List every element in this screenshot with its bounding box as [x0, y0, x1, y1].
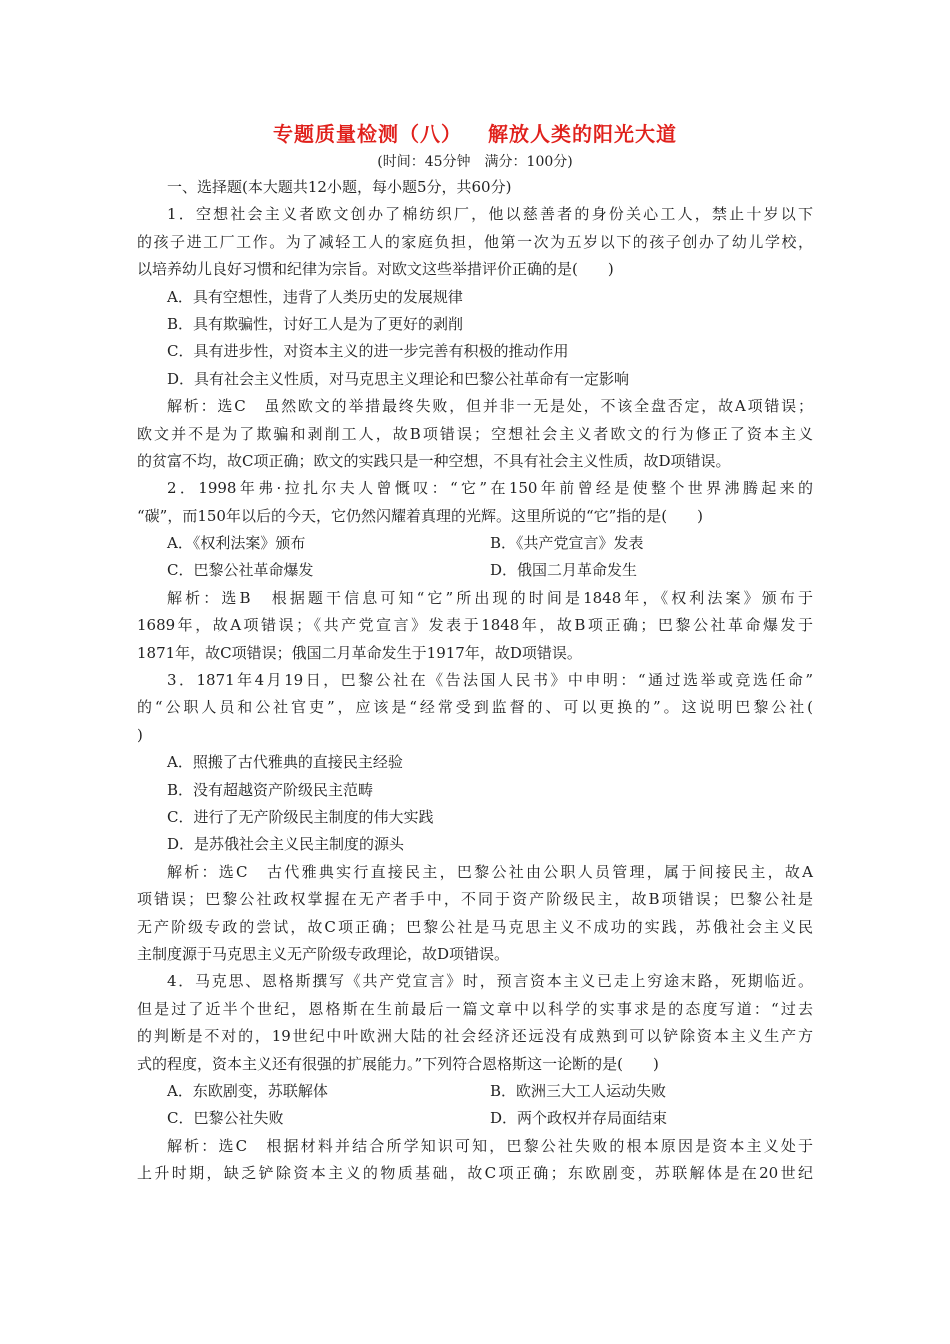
analysis-line: 上升时期，缺乏铲除资本主义的物质基础，故C项正确；东欧剧变，苏联解体是在20世纪 — [137, 1164, 813, 1183]
option-b: B．欧洲三大工人运动失败 — [490, 1081, 667, 1100]
option-a: A．《权利法案》颁布 — [167, 534, 306, 553]
option-a: A．东欧剧变，苏联解体 — [167, 1081, 328, 1100]
page-title — [137, 118, 813, 150]
analysis-line: 的贫富不均，故C项正确；欧文的实践只是一种空想，不具有社会主义性质，故D项错误。 — [137, 451, 731, 470]
option-c: C．具有进步性，对资本主义的进一步完善有积极的推动作用 — [167, 342, 569, 361]
option-d: D．两个政权并存局面结束 — [490, 1109, 668, 1128]
analysis-line: 解析：选C 根据材料并结合所学知识可知，巴黎公社失败的根本原因是资本主义处于 — [167, 1136, 813, 1155]
option-d: D．俄国二月革命发生 — [490, 561, 638, 580]
option-c: C．巴黎公社革命爆发 — [167, 561, 314, 580]
question-text-line: ) — [137, 725, 143, 744]
exam-info: (时间：45分钟 满分：100分) — [377, 154, 573, 170]
question-text-line: 以培养幼儿良好习惯和纪律为宗旨。对欧文这些举措评价正确的是( ) — [137, 260, 614, 279]
question-text-line: “碳”，而150年以后的今天，它仍然闪耀着真理的光辉。这里所说的“它”指的是( ) — [137, 506, 704, 525]
question-text-line: 1．空想社会主义者欧文创办了棉纺织厂，他以慈善者的身份关心工人，禁止十岁以下 — [167, 205, 813, 224]
question-text-line: 的孩子进工厂工作。为了减轻工人的家庭负担，他第一次为五岁以下的孩子创办了幼儿学校， — [137, 232, 813, 251]
question-text-line: 但是过了近半个世纪，恩格斯在生前最后一篇文章中以科学的实事求是的态度写道：“过去 — [137, 999, 813, 1018]
question-text-line: 2．1998年弗·拉扎尔夫人曾慨叹：“它”在150年前曾经是使整个世界沸腾起来的 — [167, 479, 813, 498]
option-a: A．具有空想性，违背了人类历史的发展规律 — [167, 287, 463, 306]
option-b: B．《共产党宣言》发表 — [490, 534, 644, 553]
analysis-line: 主制度源于马克思主义无产阶级专政理论，故D项错误。 — [137, 944, 510, 963]
question-4 — [137, 968, 813, 1187]
question-3 — [137, 667, 813, 968]
analysis-line: 1689年，故A项错误；《共产党宣言》发表于1848年，故B项正确；巴黎公社革命爆发于 — [137, 616, 813, 635]
question-text-line: 的判断是不对的，19世纪中叶欧洲大陆的社会经济还远没有成熟到可以铲除资本主义生产方 — [137, 1027, 813, 1046]
analysis-line: 项错误；巴黎公社政权掌握在无产者手中，不同于资产阶级民主，故B项错误；巴黎公社是 — [137, 890, 813, 909]
title-topic: 解放人类的阳光大道 — [488, 122, 677, 146]
question-text-line: 4．马克思、恩格斯撰写《共产党宣言》时，预言资本主义已走上穷途末路，死期临近。 — [167, 972, 813, 991]
option-d: D．是苏俄社会主义民主制度的源头 — [167, 835, 405, 854]
question-text-line: 的“公职人员和公社官吏”，应该是“经常受到监督的、可以更换的”。这说明巴黎公社( — [137, 698, 813, 717]
question-text-line: 3．1871年4月19日，巴黎公社在《告法国人民书》中申明：“通过选举或竞选任命” — [167, 671, 813, 690]
question-1 — [137, 201, 813, 475]
option-b: B．没有超越资产阶级民主范畴 — [167, 780, 374, 799]
option-c: C．巴黎公社失败 — [167, 1109, 284, 1128]
analysis-line: 解析：选B 根据题干信息可知“它”所出现的时间是1848年，《权利法案》颁布于 — [167, 588, 813, 607]
analysis-line: 解析：选C 古代雅典实行直接民主，巴黎公社由公职人员管理，属于间接民主，故A — [167, 862, 813, 881]
option-c: C．进行了无产阶级民主制度的伟大实践 — [167, 807, 434, 826]
option-b: B．具有欺骗性，讨好工人是为了更好的剥削 — [167, 314, 464, 333]
analysis-line: 欧文并不是为了欺骗和剥削工人，故B项错误；空想社会主义者欧文的行为修正了资本主义 — [137, 424, 813, 443]
question-text-line: 式的程度，资本主义还有很强的扩展能力。”下列符合恩格斯这一论断的是( ) — [137, 1054, 659, 1073]
analysis-line: 无产阶级专政的尝试，故C项正确；巴黎公社是马克思主义不成功的实践，苏俄社会主义民 — [137, 917, 813, 936]
options-row — [137, 1078, 813, 1105]
document-page — [137, 118, 813, 1187]
question-2 — [137, 475, 813, 667]
option-d: D．具有社会主义性质，对马克思主义理论和巴黎公社革命有一定影响 — [167, 369, 630, 388]
options-row — [137, 557, 813, 584]
title-main: 专题质量检测（八） — [273, 122, 462, 146]
option-a: A．照搬了古代雅典的直接民主经验 — [167, 753, 403, 772]
options-row — [137, 1105, 813, 1132]
analysis-line: 1871年，故C项错误；俄国二月革命发生于1917年，故D项错误。 — [137, 643, 582, 662]
options-row — [137, 530, 813, 557]
section-heading: 一、选择题(本大题共12小题，每小题5分，共60分) — [167, 178, 512, 196]
analysis-line: 解析：选C 虽然欧文的举措最终失败，但并非一无是处，不该全盘否定，故A项错误； — [167, 397, 813, 416]
